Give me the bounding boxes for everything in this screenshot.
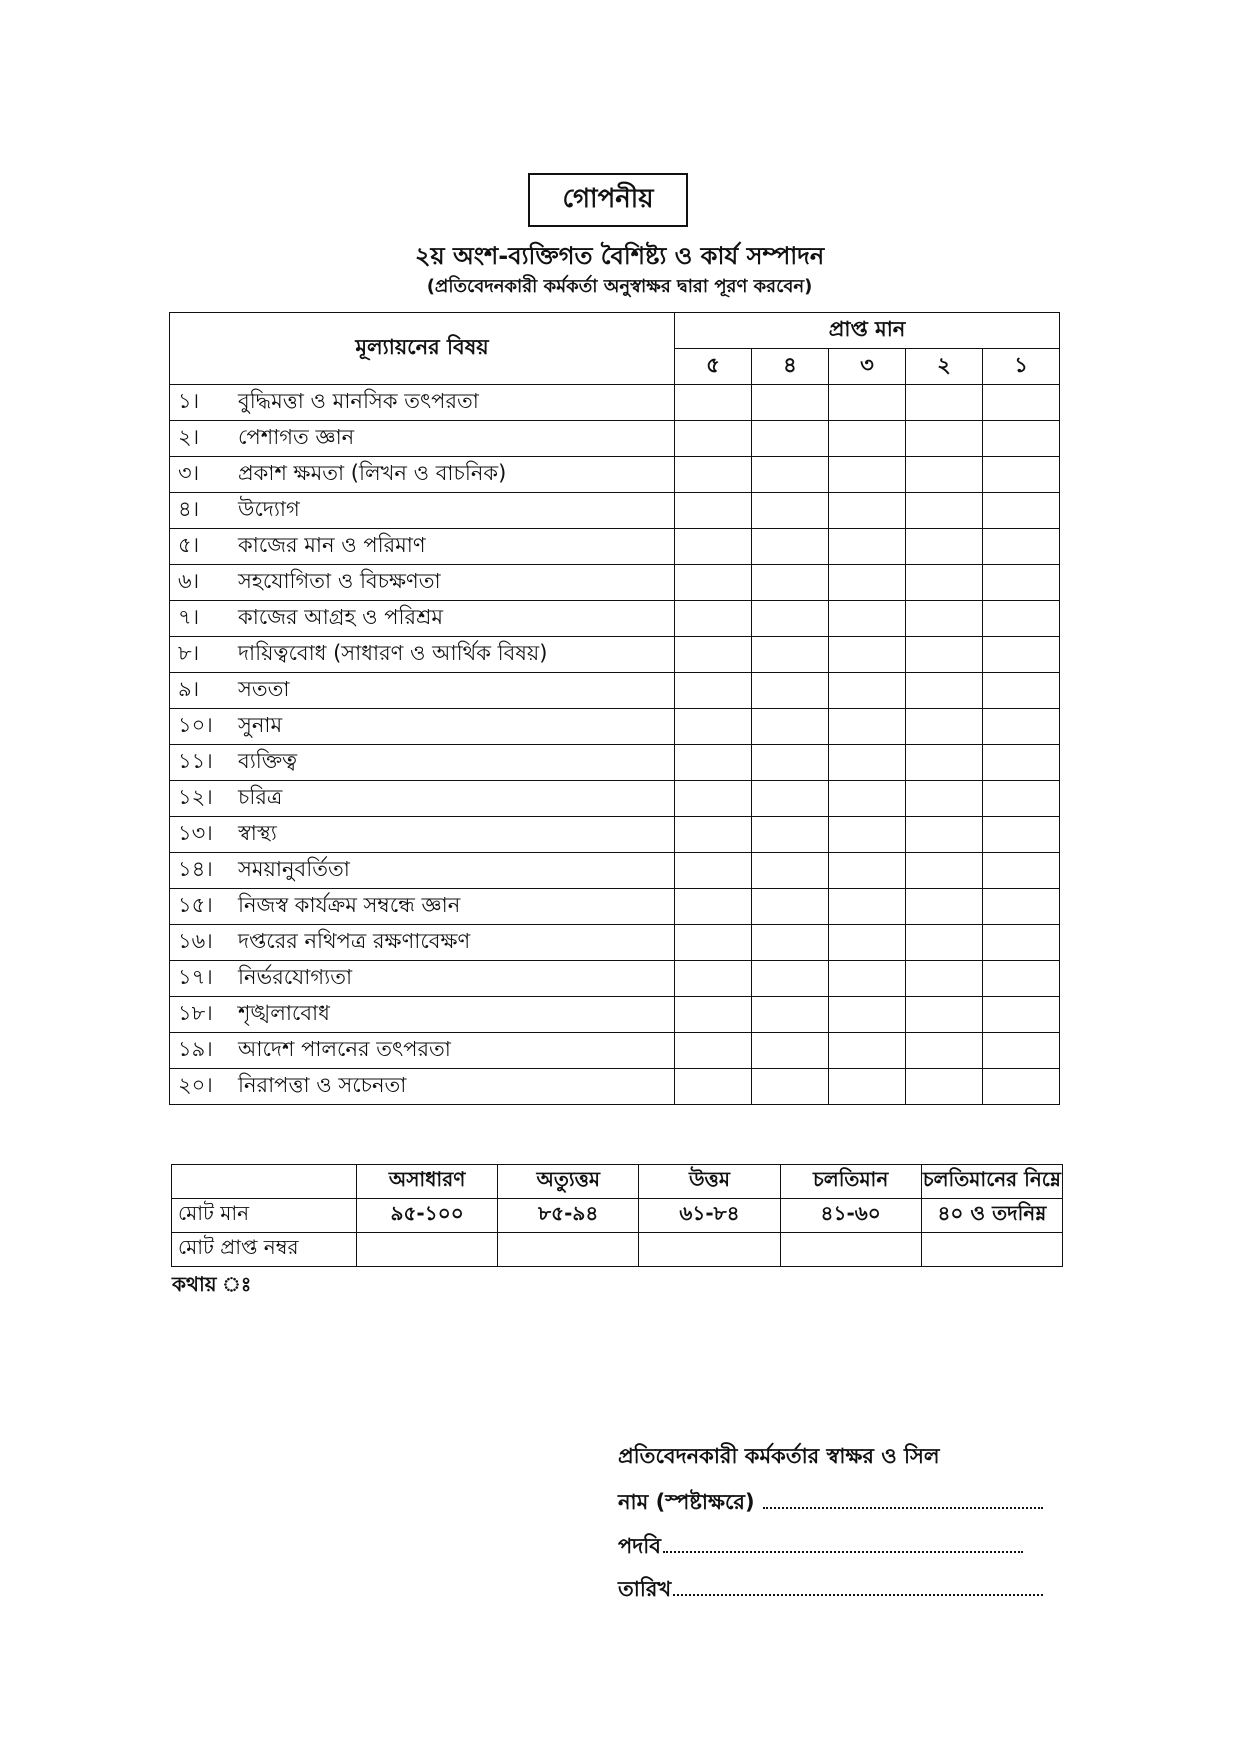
score-cell[interactable] bbox=[983, 421, 1060, 457]
score-cell[interactable] bbox=[983, 601, 1060, 637]
score-cell[interactable] bbox=[752, 1033, 829, 1069]
score-cell[interactable] bbox=[906, 889, 983, 925]
grade-header-good: উত্তম bbox=[639, 1165, 780, 1199]
score-cell[interactable] bbox=[906, 385, 983, 421]
item-cell bbox=[170, 493, 675, 529]
score-cell[interactable] bbox=[906, 817, 983, 853]
score-cell[interactable] bbox=[675, 781, 752, 817]
table-row bbox=[170, 781, 1060, 817]
score-cell[interactable] bbox=[983, 745, 1060, 781]
table-row bbox=[170, 385, 1060, 421]
score-col-3: ৩ bbox=[829, 349, 906, 385]
score-cell[interactable] bbox=[752, 457, 829, 493]
item-number: ১১। bbox=[178, 749, 213, 773]
table-row bbox=[170, 889, 1060, 925]
name-field[interactable] bbox=[763, 1493, 1043, 1509]
score-cell[interactable] bbox=[675, 457, 752, 493]
score-cell[interactable] bbox=[829, 889, 906, 925]
score-summary-table bbox=[171, 1164, 1063, 1267]
score-cell[interactable] bbox=[983, 673, 1060, 709]
score-cell[interactable] bbox=[829, 853, 906, 889]
score-cell[interactable] bbox=[752, 889, 829, 925]
table-row bbox=[170, 817, 1060, 853]
score-cell[interactable] bbox=[983, 1069, 1060, 1105]
item-cell bbox=[170, 1069, 675, 1105]
score-cell[interactable] bbox=[983, 961, 1060, 997]
range-outstanding: ৯৫-১০০ bbox=[357, 1199, 498, 1233]
item-cell bbox=[170, 673, 675, 709]
score-cell[interactable] bbox=[983, 817, 1060, 853]
item-label: সততা bbox=[238, 677, 290, 701]
score-cell[interactable] bbox=[752, 709, 829, 745]
score-cell[interactable] bbox=[829, 457, 906, 493]
item-number: ১৬। bbox=[178, 929, 213, 953]
obtained-cell-good[interactable] bbox=[639, 1233, 780, 1267]
score-cell[interactable] bbox=[675, 493, 752, 529]
score-cell[interactable] bbox=[906, 925, 983, 961]
score-cell[interactable] bbox=[752, 421, 829, 457]
item-number: ৫। bbox=[178, 533, 200, 557]
score-cell[interactable] bbox=[675, 997, 752, 1033]
score-corner-cell bbox=[172, 1165, 357, 1199]
score-cell[interactable] bbox=[829, 925, 906, 961]
score-cell[interactable] bbox=[752, 781, 829, 817]
score-cell[interactable] bbox=[906, 529, 983, 565]
item-cell bbox=[170, 565, 675, 601]
score-cell[interactable] bbox=[675, 637, 752, 673]
item-label: দায়িত্ববোধ (সাধারণ ও আর্থিক বিষয়) bbox=[238, 641, 548, 665]
item-label: শৃঙ্খলাবোধ bbox=[238, 1001, 330, 1025]
item-label: স্বাস্থ্য bbox=[238, 821, 277, 845]
item-number: ১৯। bbox=[178, 1037, 213, 1061]
item-label: নিজস্ব কার্যক্রম সম্বন্ধে জ্ঞান bbox=[238, 893, 461, 917]
table-row bbox=[170, 457, 1060, 493]
score-cell[interactable] bbox=[675, 601, 752, 637]
item-label: পেশাগত জ্ঞান bbox=[238, 425, 355, 449]
score-cell[interactable] bbox=[983, 565, 1060, 601]
grade-header-below-average: চলতিমানের নিম্নে bbox=[921, 1165, 1062, 1199]
item-label: নির্ভরযোগ্যতা bbox=[238, 965, 353, 989]
score-cell[interactable] bbox=[829, 673, 906, 709]
score-cell[interactable] bbox=[906, 745, 983, 781]
item-label: কাজের আগ্রহ ও পরিশ্রম bbox=[238, 605, 444, 629]
item-number: ১৭। bbox=[178, 965, 213, 989]
item-number: ১৫। bbox=[178, 893, 213, 917]
score-cell[interactable] bbox=[752, 961, 829, 997]
item-label: কাজের মান ও পরিমাণ bbox=[238, 533, 426, 557]
confidential-label: গোপনীয় bbox=[528, 173, 688, 227]
name-line bbox=[618, 1486, 1043, 1521]
score-cell[interactable] bbox=[752, 853, 829, 889]
table-row bbox=[170, 745, 1060, 781]
item-label: নিরাপত্তা ও সচেনতা bbox=[238, 1073, 407, 1097]
score-col-5: ৫ bbox=[675, 349, 752, 385]
score-cell[interactable] bbox=[752, 601, 829, 637]
score-cell[interactable] bbox=[829, 565, 906, 601]
designation-line bbox=[618, 1530, 1023, 1565]
score-cell[interactable] bbox=[906, 673, 983, 709]
range-average: ৪১-৬০ bbox=[780, 1199, 921, 1233]
evaluation-table bbox=[169, 312, 1060, 1105]
item-cell bbox=[170, 925, 675, 961]
item-label: প্রকাশ ক্ষমতা (লিখন ও বাচনিক) bbox=[238, 461, 507, 485]
score-cell[interactable] bbox=[983, 997, 1060, 1033]
obtained-cell-outstanding[interactable] bbox=[357, 1233, 498, 1267]
score-cell[interactable] bbox=[675, 1069, 752, 1105]
score-cell[interactable] bbox=[752, 1069, 829, 1105]
item-cell bbox=[170, 421, 675, 457]
date-line bbox=[618, 1573, 1043, 1608]
score-cell[interactable] bbox=[906, 961, 983, 997]
score-cell[interactable] bbox=[752, 997, 829, 1033]
obtained-cell-below-average[interactable] bbox=[921, 1233, 1062, 1267]
score-cell[interactable] bbox=[906, 853, 983, 889]
item-number: ৯। bbox=[178, 677, 200, 701]
table-row bbox=[170, 1069, 1060, 1105]
grade-header-very-good: অত্যুত্তম bbox=[498, 1165, 639, 1199]
item-number: ৩। bbox=[178, 461, 200, 485]
score-cell[interactable] bbox=[983, 385, 1060, 421]
score-cell[interactable] bbox=[829, 817, 906, 853]
score-cell[interactable] bbox=[675, 421, 752, 457]
score-cell[interactable] bbox=[829, 781, 906, 817]
item-label: দপ্তরের নথিপত্র রক্ষণাবেক্ষণ bbox=[238, 929, 471, 953]
table-row bbox=[170, 529, 1060, 565]
table-row bbox=[170, 493, 1060, 529]
table-row bbox=[170, 709, 1060, 745]
score-cell[interactable] bbox=[906, 421, 983, 457]
range-very-good: ৮৫-৯৪ bbox=[498, 1199, 639, 1233]
item-cell bbox=[170, 781, 675, 817]
table-row bbox=[170, 565, 1060, 601]
score-cell[interactable] bbox=[675, 889, 752, 925]
item-label: চরিত্র bbox=[238, 785, 283, 809]
subject-header: মূল্যায়নের বিষয় bbox=[170, 313, 675, 385]
obtained-label: মোট প্রাপ্ত নম্বর bbox=[172, 1233, 357, 1267]
score-cell[interactable] bbox=[752, 565, 829, 601]
score-cell[interactable] bbox=[829, 529, 906, 565]
item-number: ১। bbox=[178, 389, 200, 413]
item-cell bbox=[170, 709, 675, 745]
obtained-cell-average[interactable] bbox=[780, 1233, 921, 1267]
score-cell[interactable] bbox=[752, 925, 829, 961]
score-cell[interactable] bbox=[983, 889, 1060, 925]
table-row bbox=[170, 853, 1060, 889]
range-good: ৬১-৮৪ bbox=[639, 1199, 780, 1233]
score-col-1: ১ bbox=[983, 349, 1060, 385]
date-label: তারিখ bbox=[618, 1577, 672, 1601]
score-cell[interactable] bbox=[983, 529, 1060, 565]
name-label: নাম (স্পষ্টাক্ষরে) bbox=[618, 1490, 755, 1514]
grade-header-average: চলতিমান bbox=[780, 1165, 921, 1199]
score-cell[interactable] bbox=[906, 1033, 983, 1069]
score-cell[interactable] bbox=[675, 673, 752, 709]
score-cell[interactable] bbox=[906, 637, 983, 673]
score-cell[interactable] bbox=[983, 457, 1060, 493]
table-row bbox=[170, 925, 1060, 961]
score-cell[interactable] bbox=[983, 637, 1060, 673]
score-cell[interactable] bbox=[752, 385, 829, 421]
item-number: ১৮। bbox=[178, 1001, 213, 1025]
score-cell[interactable] bbox=[983, 853, 1060, 889]
item-cell bbox=[170, 961, 675, 997]
item-cell bbox=[170, 529, 675, 565]
item-cell bbox=[170, 601, 675, 637]
item-cell bbox=[170, 817, 675, 853]
table-row bbox=[170, 1033, 1060, 1069]
score-cell[interactable] bbox=[983, 925, 1060, 961]
score-header: প্রাপ্ত মান bbox=[675, 313, 1060, 349]
score-cell[interactable] bbox=[906, 565, 983, 601]
score-cell[interactable] bbox=[675, 529, 752, 565]
score-cell[interactable] bbox=[906, 493, 983, 529]
obtained-cell-very-good[interactable] bbox=[498, 1233, 639, 1267]
item-cell bbox=[170, 997, 675, 1033]
item-number: ২০। bbox=[178, 1073, 213, 1097]
score-col-4: ৪ bbox=[752, 349, 829, 385]
signature-caption: প্রতিবেদনকারী কর্মকর্তার স্বাক্ষর ও সিল bbox=[618, 1444, 940, 1468]
score-cell[interactable] bbox=[752, 673, 829, 709]
item-label: সহযোগিতা ও বিচক্ষণতা bbox=[238, 569, 441, 593]
score-cell[interactable] bbox=[829, 601, 906, 637]
item-number: ১৪। bbox=[178, 857, 213, 881]
item-cell bbox=[170, 385, 675, 421]
item-cell bbox=[170, 457, 675, 493]
item-number: ১০। bbox=[178, 713, 213, 737]
item-cell bbox=[170, 745, 675, 781]
designation-field[interactable] bbox=[663, 1537, 1023, 1553]
item-number: ৮। bbox=[178, 641, 200, 665]
item-number: ৭। bbox=[178, 605, 200, 629]
score-cell[interactable] bbox=[675, 925, 752, 961]
item-cell bbox=[170, 1033, 675, 1069]
score-cell[interactable] bbox=[752, 745, 829, 781]
score-cell[interactable] bbox=[675, 565, 752, 601]
score-cell[interactable] bbox=[829, 385, 906, 421]
score-cell[interactable] bbox=[983, 781, 1060, 817]
item-label: বুদ্ধিমত্তা ও মানসিক তৎপরতা bbox=[238, 389, 479, 413]
item-label: আদেশ পালনের তৎপরতা bbox=[238, 1037, 451, 1061]
score-cell[interactable] bbox=[829, 1069, 906, 1105]
score-cell[interactable] bbox=[906, 457, 983, 493]
table-row bbox=[170, 673, 1060, 709]
score-cell[interactable] bbox=[675, 961, 752, 997]
score-cell[interactable] bbox=[675, 385, 752, 421]
item-cell bbox=[170, 853, 675, 889]
item-number: ২। bbox=[178, 425, 200, 449]
score-cell[interactable] bbox=[983, 493, 1060, 529]
item-label: সুনাম bbox=[238, 713, 283, 737]
item-number: ৬। bbox=[178, 569, 200, 593]
page-title: ২য় অংশ-ব্যক্তিগত বৈশিষ্ট্য ও কার্য সম্পাদন bbox=[414, 242, 825, 270]
grade-header-outstanding: অসাধারণ bbox=[357, 1165, 498, 1199]
score-cell[interactable] bbox=[752, 529, 829, 565]
score-cell[interactable] bbox=[829, 709, 906, 745]
item-label: উদ্যোগ bbox=[238, 497, 300, 521]
table-row bbox=[170, 601, 1060, 637]
score-cell[interactable] bbox=[906, 781, 983, 817]
item-label: ব্যক্তিত্ব bbox=[238, 749, 298, 773]
score-cell[interactable] bbox=[906, 709, 983, 745]
table-row bbox=[170, 997, 1060, 1033]
score-cell[interactable] bbox=[675, 853, 752, 889]
item-number: ১৩। bbox=[178, 821, 213, 845]
score-cell[interactable] bbox=[829, 493, 906, 529]
score-cell[interactable] bbox=[675, 709, 752, 745]
score-cell[interactable] bbox=[829, 1033, 906, 1069]
table-row bbox=[170, 637, 1060, 673]
score-cell[interactable] bbox=[983, 1033, 1060, 1069]
item-number: ১২। bbox=[178, 785, 213, 809]
item-number: ৪। bbox=[178, 497, 200, 521]
table-row bbox=[170, 961, 1060, 997]
score-cell[interactable] bbox=[752, 817, 829, 853]
date-field[interactable] bbox=[673, 1580, 1043, 1596]
score-cell[interactable] bbox=[675, 1033, 752, 1069]
score-cell[interactable] bbox=[829, 637, 906, 673]
score-cell[interactable] bbox=[906, 601, 983, 637]
item-cell bbox=[170, 889, 675, 925]
score-cell[interactable] bbox=[675, 745, 752, 781]
score-cell[interactable] bbox=[906, 1069, 983, 1105]
score-cell[interactable] bbox=[752, 637, 829, 673]
score-cell[interactable] bbox=[675, 817, 752, 853]
page-subtitle: (প্রতিবেদনকারী কর্মকর্তা অনুস্বাক্ষর দ্বারা পূরণ করবেন) bbox=[426, 276, 813, 297]
score-cell[interactable] bbox=[829, 997, 906, 1033]
comment-label: কথায় ঃ bbox=[172, 1272, 252, 1296]
table-row bbox=[170, 421, 1060, 457]
score-cell[interactable] bbox=[829, 961, 906, 997]
item-cell bbox=[170, 637, 675, 673]
score-cell[interactable] bbox=[752, 493, 829, 529]
score-col-2: ২ bbox=[906, 349, 983, 385]
designation-label: পদবি bbox=[618, 1534, 661, 1558]
range-below-average: ৪০ ও তদনিম্ন bbox=[921, 1199, 1062, 1233]
score-cell[interactable] bbox=[829, 745, 906, 781]
item-label: সময়ানুবর্তিতা bbox=[238, 857, 350, 881]
total-label: মোট মান bbox=[172, 1199, 357, 1233]
score-cell[interactable] bbox=[983, 709, 1060, 745]
score-cell[interactable] bbox=[906, 997, 983, 1033]
score-cell[interactable] bbox=[829, 421, 906, 457]
